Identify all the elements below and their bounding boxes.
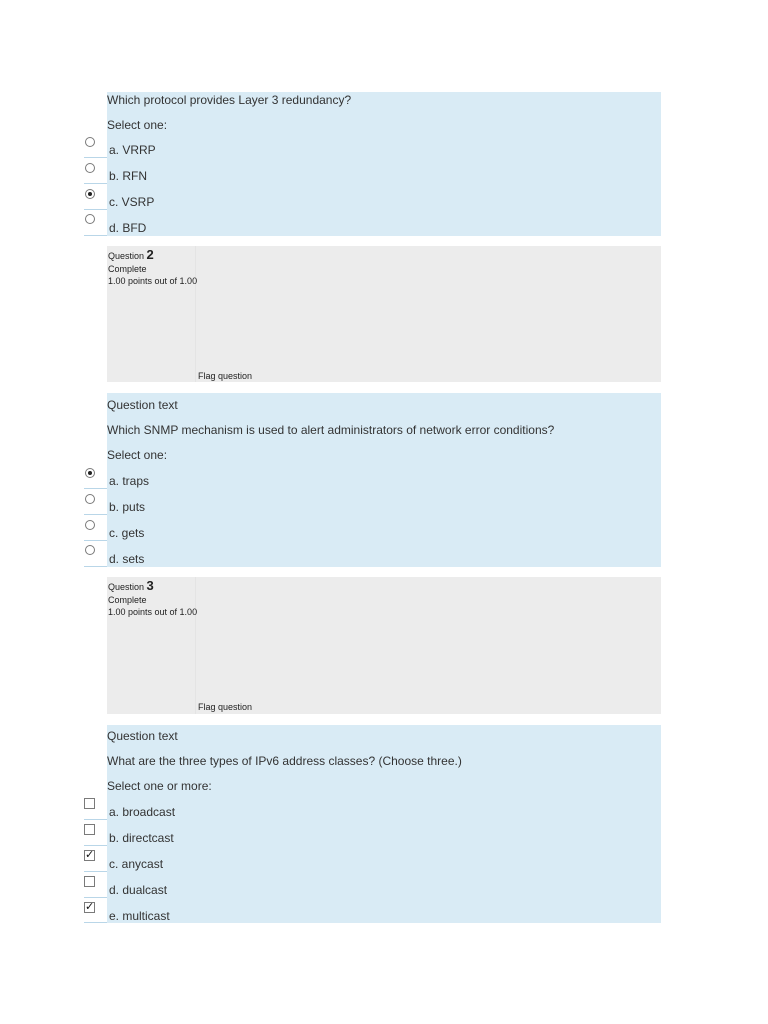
question-2-info-box [107,246,661,382]
question-2-heading: Question text [107,398,178,412]
question-3-option-d-checkbox[interactable] [84,876,95,887]
option-divider [84,897,107,898]
option-divider [84,235,107,236]
question-3-select-hint: Select one or more: [107,779,212,793]
question-3-state: Complete [108,595,147,605]
question-label: Question [108,582,145,592]
question-3-option-a-label[interactable]: a. broadcast [109,805,176,819]
option-divider [84,871,107,872]
question-3-number [108,578,154,593]
question-2-select-hint: Select one: [107,448,168,462]
question-1-option-b-label[interactable]: b. RFN [109,169,148,183]
question-3-box [107,725,661,923]
info-column-divider [195,246,196,382]
question-1-option-c-label[interactable]: c. VSRP [109,195,155,209]
option-divider [84,514,107,515]
question-3-points: 1.00 points out of 1.00 [108,607,198,617]
question-1-option-d-label[interactable]: d. BFD [109,221,147,235]
question-3-flag-link[interactable]: Flag question [198,702,253,712]
option-divider [84,157,107,158]
question-2-option-c-label[interactable]: c. gets [109,526,145,540]
question-3-option-c-label[interactable]: c. anycast [109,857,164,871]
question-2-option-b-radio[interactable] [85,494,95,504]
question-1-option-b-radio[interactable] [85,163,95,173]
question-2-state: Complete [108,264,147,274]
question-1-box [107,92,661,236]
question-3-info-box [107,577,661,714]
question-1-option-a-radio[interactable] [85,137,95,147]
option-divider [84,540,107,541]
question-2-option-d-radio[interactable] [85,545,95,555]
question-3-option-b-checkbox[interactable] [84,824,95,835]
option-divider [84,845,107,846]
option-divider [84,183,107,184]
question-label: Question [108,251,145,261]
question-2-option-a-label[interactable]: a. traps [109,474,150,488]
question-2-option-b-label[interactable]: b. puts [109,500,146,514]
question-3-option-e-label[interactable]: e. multicast [109,909,170,923]
question-1-option-c-radio[interactable] [85,189,95,199]
question-3-option-d-label[interactable]: d. dualcast [109,883,168,897]
question-3-option-b-label[interactable]: b. directcast [109,831,174,845]
question-2-box [107,393,661,567]
question-2-number [108,247,154,262]
info-column-divider [195,577,196,714]
question-3-heading: Question text [107,729,178,743]
question-number: 3 [146,578,154,593]
option-divider [84,922,107,923]
question-3-option-e-checkbox[interactable] [84,902,95,913]
question-2-option-d-label[interactable]: d. sets [109,552,145,566]
question-1-prompt: Which protocol provides Layer 3 redundancy? [107,93,352,107]
option-divider [84,819,107,820]
question-2-points: 1.00 points out of 1.00 [108,276,198,286]
question-3-option-c-checkbox[interactable] [84,850,95,861]
option-divider [84,209,107,210]
question-1-select-hint: Select one: [107,118,168,132]
question-3-prompt: What are the three types of IPv6 address classes? (Choose three.) [107,754,462,768]
question-3-option-a-checkbox[interactable] [84,798,95,809]
question-1-option-a-label[interactable]: a. VRRP [109,143,156,157]
question-number: 2 [146,247,154,262]
question-2-option-c-radio[interactable] [85,520,95,530]
question-2-prompt: Which SNMP mechanism is used to alert administrators of network error conditions? [107,423,555,437]
question-2-flag-link[interactable]: Flag question [198,371,253,381]
question-2-option-a-radio[interactable] [85,468,95,478]
option-divider [84,488,107,489]
question-1-option-d-radio[interactable] [85,214,95,224]
option-divider [84,566,107,567]
